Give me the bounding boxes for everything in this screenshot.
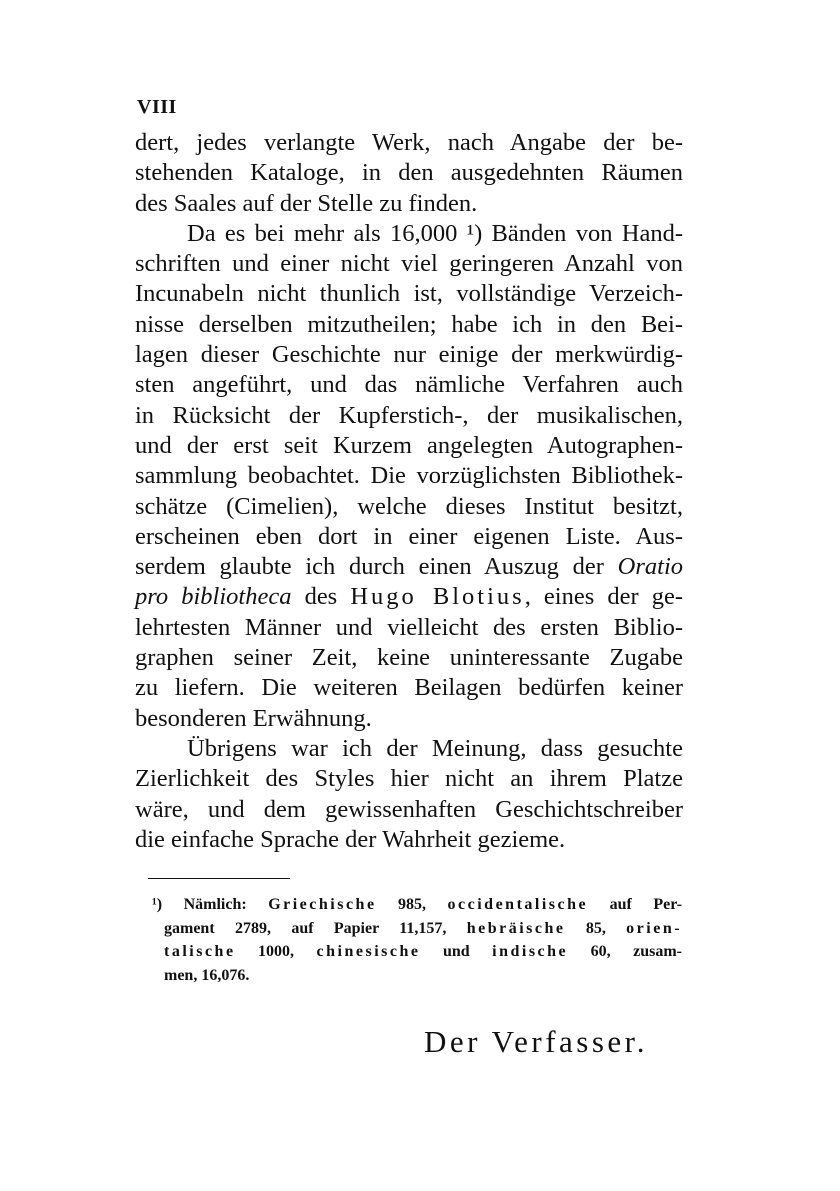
footnote-segment: occidentalische	[447, 896, 589, 913]
footnote-segment: 85,	[585, 919, 606, 937]
footnote-segment: 60,	[590, 943, 611, 960]
text-line: nisse derselben mitzutheilen; habe ich in den Bei-	[135, 310, 683, 338]
text-line: und der erst seit Kurzem angelegten Autographen-	[135, 431, 683, 459]
footnote-segment: zusam-	[633, 943, 683, 960]
footnote-segment: chinesische	[316, 943, 421, 960]
text-line: stehenden Kataloge, in den ausgedehnten Räumen	[135, 159, 683, 187]
text-line: dert, jedes verlangte Werk, nach Angabe der be-	[135, 129, 683, 156]
text-line: besonderen Erwähnung.	[135, 704, 372, 732]
footnote-segment: gament 2789, auf Papier 11,157,	[164, 919, 447, 937]
text-segment: serdem glaubte ich durch einen Auszug der	[135, 553, 604, 581]
footnote-segment: Griechische	[268, 896, 377, 913]
text-line: Incunabeln nicht thunlich ist, vollständige Verzeich-	[135, 280, 683, 308]
text-line: Da es bei mehr als 16,000 ¹) Bänden von Hand-	[187, 219, 683, 247]
main-text	[135, 128, 683, 855]
italic-title: pro bibliotheca	[135, 583, 292, 611]
footnote-segment: und	[442, 943, 470, 960]
text-line: wäre, und dem gewissenhaften Geschichtschreiber	[135, 795, 683, 823]
text-segment: , eines der ge-	[524, 583, 684, 611]
text-line: Zierlichkeit des Styles hier nicht an ihrem Platze	[135, 765, 683, 793]
text-segment: des	[304, 583, 338, 611]
footnote-line	[152, 940, 682, 964]
footnote-segment: auf Per-	[609, 896, 683, 913]
text-line: erscheinen eben dort in einer eigenen Liste. Aus-	[135, 522, 683, 550]
text-line: Übrigens war ich der Meinung, dass gesuchte	[187, 734, 683, 762]
footnote-segment: 985,	[398, 896, 427, 913]
text-line: schriften und einer nicht viel geringeren Anzahl von	[135, 250, 683, 278]
text-line: schätze (Cimelien), welche dieses Institut besitzt,	[135, 492, 683, 520]
footnote	[152, 893, 682, 987]
footnote-segment: 1000,	[258, 943, 295, 960]
footnote-segment: indische	[492, 943, 569, 960]
italic-title: Oratio	[617, 553, 683, 581]
text-line: des Saales auf der Stelle zu finden.	[135, 189, 478, 217]
footnote-line: men, 16,076.	[164, 966, 250, 984]
footnote-segment: talische	[164, 943, 236, 960]
text-line: lehrtesten Männer und vielleicht des ersten Biblio-	[135, 613, 683, 641]
footnote-divider	[148, 878, 290, 879]
page-number: VIII	[137, 96, 177, 118]
text-line: in Rücksicht der Kupferstich-, der musikalischen,	[135, 401, 683, 429]
footnote-line	[152, 893, 682, 917]
text-line	[135, 582, 683, 612]
text-line: die einfache Sprache der Wahrheit gezieme.	[135, 825, 566, 853]
footnote-segment: hebräische	[466, 919, 566, 937]
text-line	[135, 552, 683, 582]
text-line: lagen dieser Geschichte nur einige der merkwürdig-	[135, 341, 683, 369]
text-line: sammlung beobachtet. Die vorzüglichsten Bibliothek-	[135, 462, 683, 490]
author-signature: Der Verfasser.	[424, 1024, 649, 1059]
text-line: graphen seiner Zeit, keine uninteressante Zugabe	[135, 644, 683, 672]
footnote-line	[152, 917, 682, 941]
footnote-segment: ¹) Nämlich:	[152, 896, 247, 913]
text-line: zu liefern. Die weiteren Beilagen bedürfen keiner	[135, 674, 683, 702]
author-name: Hugo Blotius	[350, 583, 525, 611]
footnote-segment: orien-	[626, 919, 683, 937]
text-line: sten angeführt, und das nämliche Verfahren auch	[135, 371, 683, 399]
